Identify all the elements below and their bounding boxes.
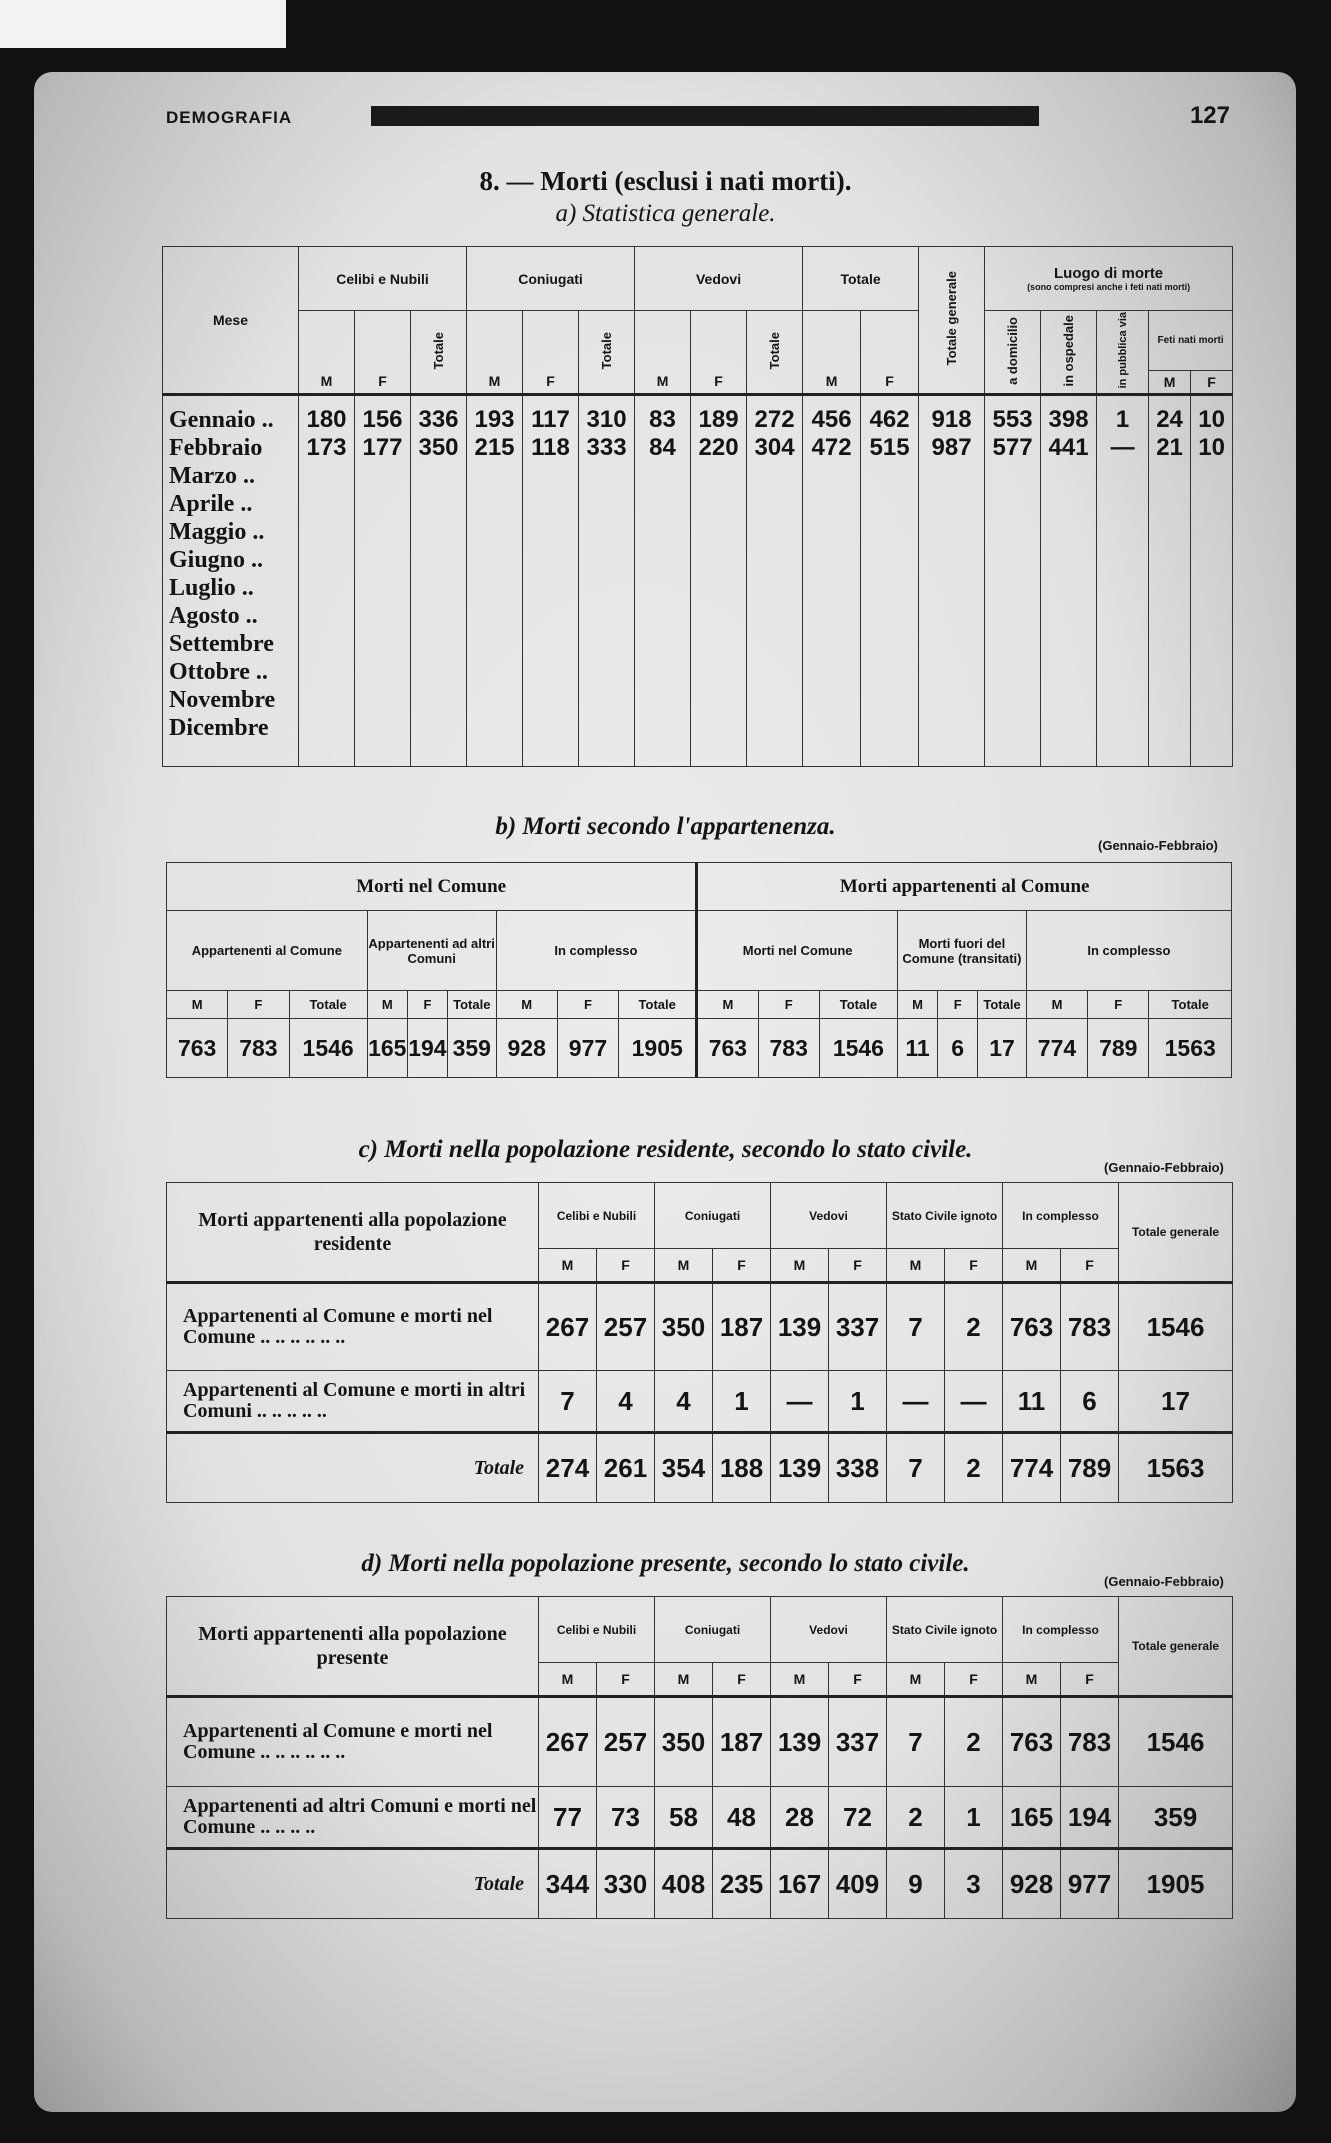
header-coniugati: Coniugati xyxy=(655,1183,771,1249)
cell-value: 763 xyxy=(1003,1697,1061,1787)
cell-values: 553 577 xyxy=(985,395,1041,767)
subtitle-a: a) Statistica generale. xyxy=(555,200,776,227)
cell-value: 7 xyxy=(887,1697,945,1787)
header-stato-ignoto: Stato Civile ignoto xyxy=(887,1597,1003,1663)
cell-total: 139 xyxy=(771,1433,829,1503)
cell-total: 344 xyxy=(539,1849,597,1919)
col-m: M xyxy=(803,311,861,395)
month-label: Giugno .. xyxy=(169,547,264,573)
subtitle-c: c) Morti nella popolazione residente, secondo lo stato civile. xyxy=(358,1136,973,1163)
cell-values: 156 177 xyxy=(355,395,411,767)
row-label: Appartenenti al Comune e morti nel Comune .. .. .. .. .. .. xyxy=(167,1283,539,1371)
month-label: Maggio .. xyxy=(169,519,265,545)
col-f: F xyxy=(597,1663,655,1697)
header-totale-generale: Totale generale xyxy=(1119,1597,1233,1697)
header-in-complesso: In complesso xyxy=(1003,1183,1119,1249)
cell-value: 58 xyxy=(655,1787,713,1849)
cell-total: 977 xyxy=(1061,1849,1119,1919)
cell-total: 3 xyxy=(945,1849,1003,1919)
month-label: Aprile .. xyxy=(169,491,253,517)
cell-value: 6 xyxy=(1061,1371,1119,1433)
cell-value: 783 xyxy=(1061,1283,1119,1371)
header-appartenenti-comune: Appartenenti al Comune xyxy=(167,911,368,991)
col-f: F xyxy=(945,1249,1003,1283)
cell-value: 267 xyxy=(539,1283,597,1371)
col-f: F xyxy=(945,1663,1003,1697)
cell-values: 336 350 xyxy=(411,395,467,767)
cell-value: — xyxy=(887,1371,945,1433)
cell-value: 928 xyxy=(496,1019,557,1078)
cell-total: 1905 xyxy=(1119,1849,1233,1919)
cell-value: 77 xyxy=(539,1787,597,1849)
header-celibi-nubili: Celibi e Nubili xyxy=(299,247,467,311)
header-presente: Morti appartenenti alla popolazione presente xyxy=(167,1597,539,1697)
header-coniugati: Coniugati xyxy=(655,1597,771,1663)
cell-value: 1546 xyxy=(819,1019,897,1078)
cell-value: 187 xyxy=(713,1697,771,1787)
col-m: M xyxy=(299,311,355,395)
col-m: M xyxy=(496,991,557,1019)
header-rule xyxy=(371,106,1039,126)
cell-total: 338 xyxy=(829,1433,887,1503)
month-label: Febbraio xyxy=(169,435,263,461)
cell-value: 73 xyxy=(597,1787,655,1849)
col-m: M xyxy=(467,311,523,395)
header-morti-fuori: Morti fuori del Comune (transitati) xyxy=(897,911,1026,991)
period-note-c: (Gennaio-Febbraio) xyxy=(1104,1160,1224,1175)
cell-value: 977 xyxy=(557,1019,618,1078)
cell-value: 17 xyxy=(978,1019,1027,1078)
month-label: Dicembre xyxy=(169,715,269,741)
col-totale: Totale xyxy=(579,311,635,395)
col-m: M xyxy=(1026,991,1087,1019)
cell-value: 139 xyxy=(771,1697,829,1787)
col-f: F xyxy=(861,311,919,395)
page-title: 8. — Morti (esclusi i nati morti). xyxy=(479,166,852,196)
table-popolazione-presente xyxy=(166,1596,1233,1919)
col-m: M xyxy=(897,991,937,1019)
cell-value: — xyxy=(771,1371,829,1433)
cell-values: 398 441 xyxy=(1041,395,1097,767)
cell-value: — xyxy=(945,1371,1003,1433)
cell-total: 789 xyxy=(1061,1433,1119,1503)
col-f: F xyxy=(355,311,411,395)
cell-value: 2 xyxy=(887,1787,945,1849)
cell-value: 48 xyxy=(713,1787,771,1849)
cell-value: 359 xyxy=(447,1019,496,1078)
cell-values: 1 — xyxy=(1097,395,1149,767)
table-statistica-generale xyxy=(162,246,1233,767)
month-label: Ottobre .. xyxy=(169,659,268,685)
col-f: F xyxy=(938,991,978,1019)
header-altri-comuni: Appartenenti ad altri Comuni xyxy=(367,911,496,991)
cell-value: 7 xyxy=(887,1283,945,1371)
header-mese: Mese xyxy=(163,247,299,395)
cell-values: 193 215 xyxy=(467,395,523,767)
col-f: F xyxy=(1088,991,1149,1019)
month-label: Gennaio .. xyxy=(169,407,274,433)
cell-value: 6 xyxy=(938,1019,978,1078)
col-totale: Totale xyxy=(747,311,803,395)
cell-values: 456 472 xyxy=(803,395,861,767)
cell-value: 1546 xyxy=(1119,1697,1233,1787)
cell-value: 337 xyxy=(829,1697,887,1787)
cell-total: 330 xyxy=(597,1849,655,1919)
cell-values: 180 173 xyxy=(299,395,355,767)
cell-value: 1563 xyxy=(1149,1019,1232,1078)
cell-value: 1905 xyxy=(619,1019,697,1078)
cell-value: 763 xyxy=(167,1019,228,1078)
header-morti-nel-comune-2: Morti nel Comune xyxy=(697,911,898,991)
cell-values: 83 84 xyxy=(635,395,691,767)
cell-value: 4 xyxy=(597,1371,655,1433)
header-residente: Morti appartenenti alla popolazione residente xyxy=(167,1183,539,1283)
col-totale: Totale xyxy=(289,991,367,1019)
col-m: M xyxy=(1003,1663,1061,1697)
col-m: M xyxy=(367,991,407,1019)
col-f: F xyxy=(829,1663,887,1697)
cell-total: 408 xyxy=(655,1849,713,1919)
cell-value: 7 xyxy=(539,1371,597,1433)
header-luogo-morte: Luogo di morte (sono compresi anche i feti nati morti) xyxy=(985,247,1233,311)
row-label: Appartenenti al Comune e morti in altri Comuni .. .. .. .. .. xyxy=(167,1371,539,1433)
page-number: 127 xyxy=(1189,102,1230,129)
col-m: M xyxy=(1149,371,1191,395)
header-vedovi: Vedovi xyxy=(771,1183,887,1249)
col-f: F xyxy=(713,1249,771,1283)
subtitle-d: d) Morti nella popolazione presente, secondo lo stato civile. xyxy=(361,1550,970,1577)
col-m: M xyxy=(697,991,758,1019)
col-m: M xyxy=(635,311,691,395)
cell-values: 10 10 xyxy=(1191,395,1233,767)
col-f: F xyxy=(597,1249,655,1283)
cell-total: 274 xyxy=(539,1433,597,1503)
col-m: M xyxy=(167,991,228,1019)
cell-values: 918 987 xyxy=(919,395,985,767)
cell-total: 928 xyxy=(1003,1849,1061,1919)
table-appartenenza xyxy=(166,862,1232,1078)
header-coniugati: Coniugati xyxy=(467,247,635,311)
cell-value: 11 xyxy=(897,1019,937,1078)
col-f: F xyxy=(758,991,819,1019)
cell-total: 188 xyxy=(713,1433,771,1503)
cell-value: 783 xyxy=(758,1019,819,1078)
month-label: Agosto .. xyxy=(169,603,258,629)
cell-values: 462 515 xyxy=(861,395,919,767)
col-f: F xyxy=(829,1249,887,1283)
col-totale: Totale xyxy=(619,991,697,1019)
cell-values: 272 304 xyxy=(747,395,803,767)
col-f: F xyxy=(523,311,579,395)
cell-value: 257 xyxy=(597,1697,655,1787)
cell-value: 267 xyxy=(539,1697,597,1787)
cell-total: 7 xyxy=(887,1433,945,1503)
col-f: F xyxy=(691,311,747,395)
row-label: Appartenenti al Comune e morti nel Comune .. .. .. .. .. .. xyxy=(167,1697,539,1787)
col-m: M xyxy=(1003,1249,1061,1283)
cell-value: 257 xyxy=(597,1283,655,1371)
running-header xyxy=(166,100,1230,130)
cell-values: 117 118 xyxy=(523,395,579,767)
header-celibi-nubili: Celibi e Nubili xyxy=(539,1597,655,1663)
cell-value: 337 xyxy=(829,1283,887,1371)
cell-total: 354 xyxy=(655,1433,713,1503)
cell-values: 310 333 xyxy=(579,395,635,767)
col-m: M xyxy=(655,1249,713,1283)
row-label: Appartenenti ad altri Comuni e morti nel Comune .. .. .. .. xyxy=(167,1787,539,1849)
header-vedovi: Vedovi xyxy=(771,1597,887,1663)
cell-value: 789 xyxy=(1088,1019,1149,1078)
cell-value: 350 xyxy=(655,1697,713,1787)
col-f: F xyxy=(407,991,447,1019)
col-feti-nati-morti: Feti nati morti xyxy=(1149,311,1233,371)
col-in-ospedale: in ospedale xyxy=(1041,311,1097,395)
cell-value: 165 xyxy=(367,1019,407,1078)
cell-value: 165 xyxy=(1003,1787,1061,1849)
subtitle-b: b) Morti secondo l'appartenenza. xyxy=(495,813,836,840)
col-f: F xyxy=(228,991,289,1019)
cell-value: 763 xyxy=(1003,1283,1061,1371)
cell-value: 763 xyxy=(697,1019,758,1078)
header-vedovi: Vedovi xyxy=(635,247,803,311)
header-totale-generale: Totale generale xyxy=(919,247,985,395)
col-totale: Totale xyxy=(411,311,467,395)
header-in-complesso: In complesso xyxy=(1003,1597,1119,1663)
cell-value: 1 xyxy=(713,1371,771,1433)
header-morti-nel-comune: Morti nel Comune xyxy=(167,863,697,911)
header-morti-appartenenti: Morti appartenenti al Comune xyxy=(697,863,1232,911)
col-a-domicilio: a domicilio xyxy=(985,311,1041,395)
section-title: DEMOGRAFIA xyxy=(166,108,293,127)
header-totale: Totale xyxy=(803,247,919,311)
cell-value: 194 xyxy=(407,1019,447,1078)
cell-value: 774 xyxy=(1026,1019,1087,1078)
col-m: M xyxy=(887,1663,945,1697)
month-label: Marzo .. xyxy=(169,463,255,489)
cell-total: 167 xyxy=(771,1849,829,1919)
cell-value: 2 xyxy=(945,1283,1003,1371)
cell-value: 139 xyxy=(771,1283,829,1371)
col-f: F xyxy=(557,991,618,1019)
cell-value: 11 xyxy=(1003,1371,1061,1433)
col-totale: Totale xyxy=(819,991,897,1019)
col-m: M xyxy=(539,1249,597,1283)
cell-total: 2 xyxy=(945,1433,1003,1503)
scan-margin xyxy=(0,0,286,48)
col-m: M xyxy=(655,1663,713,1697)
cell-value: 194 xyxy=(1061,1787,1119,1849)
col-f: F xyxy=(1061,1663,1119,1697)
cell-value: 1 xyxy=(945,1787,1003,1849)
cell-value: 350 xyxy=(655,1283,713,1371)
cell-value: 1546 xyxy=(1119,1283,1233,1371)
cell-total: 1563 xyxy=(1119,1433,1233,1503)
cell-values: 24 21 xyxy=(1149,395,1191,767)
col-pubblica-via: in pubblica via xyxy=(1097,311,1149,395)
cell-value: 187 xyxy=(713,1283,771,1371)
cell-value: 72 xyxy=(829,1787,887,1849)
cell-values: 189 220 xyxy=(691,395,747,767)
month-label: Novembre xyxy=(169,687,276,713)
col-totale: Totale xyxy=(447,991,496,1019)
header-totale-generale: Totale generale xyxy=(1119,1183,1233,1283)
col-f: F xyxy=(1061,1249,1119,1283)
cell-total: 235 xyxy=(713,1849,771,1919)
header-stato-ignoto: Stato Civile ignoto xyxy=(887,1183,1003,1249)
col-m: M xyxy=(539,1663,597,1697)
month-label: Settembre xyxy=(169,631,274,657)
col-f: F xyxy=(1191,371,1233,395)
cell-value: 28 xyxy=(771,1787,829,1849)
cell-value: 2 xyxy=(945,1697,1003,1787)
col-m: M xyxy=(771,1663,829,1697)
cell-value: 1 xyxy=(829,1371,887,1433)
cell-value: 783 xyxy=(228,1019,289,1078)
cell-value: 4 xyxy=(655,1371,713,1433)
cell-total: 774 xyxy=(1003,1433,1061,1503)
cell-total: 261 xyxy=(597,1433,655,1503)
col-totale: Totale xyxy=(1149,991,1232,1019)
cell-total: 9 xyxy=(887,1849,945,1919)
col-f: F xyxy=(713,1663,771,1697)
row-totale: Totale xyxy=(167,1849,539,1919)
cell-total: 409 xyxy=(829,1849,887,1919)
header-celibi-nubili: Celibi e Nubili xyxy=(539,1183,655,1249)
col-m: M xyxy=(771,1249,829,1283)
period-note-b: (Gennaio-Febbraio) xyxy=(1098,838,1218,853)
month-list xyxy=(163,395,299,767)
header-complesso: In complesso xyxy=(496,911,697,991)
header-complesso-2: In complesso xyxy=(1026,911,1231,991)
cell-value: 359 xyxy=(1119,1787,1233,1849)
cell-value: 783 xyxy=(1061,1697,1119,1787)
col-totale: Totale xyxy=(978,991,1027,1019)
period-note-d: (Gennaio-Febbraio) xyxy=(1104,1574,1224,1589)
col-m: M xyxy=(887,1249,945,1283)
month-label: Luglio .. xyxy=(169,575,254,601)
row-totale: Totale xyxy=(167,1433,539,1503)
cell-value: 1546 xyxy=(289,1019,367,1078)
cell-value: 17 xyxy=(1119,1371,1233,1433)
table-popolazione-residente xyxy=(166,1182,1233,1503)
